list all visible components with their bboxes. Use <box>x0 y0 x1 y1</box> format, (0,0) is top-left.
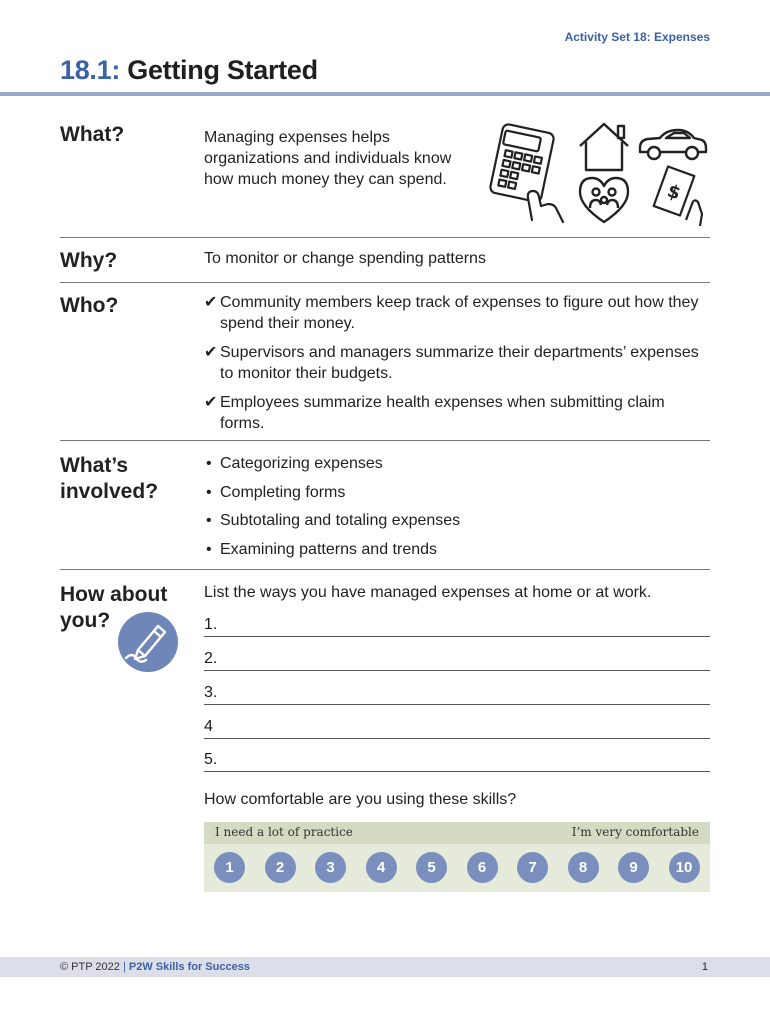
scale-option-10[interactable]: 10 <box>669 852 700 883</box>
involved-section <box>60 440 710 570</box>
involved-list <box>204 453 710 567</box>
receipt-dollar-icon <box>654 166 702 226</box>
scale-option-8[interactable]: 8 <box>568 852 599 883</box>
bullet-icon: • <box>206 455 212 472</box>
answer-line-2[interactable]: 2. <box>204 637 710 671</box>
scale-high-label: I’m very comfortable <box>571 825 699 839</box>
page-title-number: 18.1: <box>60 55 121 85</box>
answer-line-4[interactable]: 4 <box>204 705 710 739</box>
how-about-section <box>60 569 710 809</box>
list-item: • Examining patterns and trends <box>206 540 438 558</box>
why-section <box>60 237 710 283</box>
car-icon <box>640 130 706 159</box>
checkmark-icon: ✔ <box>204 294 218 311</box>
svg-text:$: $ <box>664 180 684 205</box>
scale-option-5[interactable]: 5 <box>416 852 447 883</box>
checkmark-icon: ✔ <box>204 394 218 411</box>
comfort-question: How comfortable are you using these skills? <box>204 791 517 808</box>
why-label: Why? <box>60 249 118 272</box>
scale-option-9[interactable]: 9 <box>618 852 649 883</box>
title-divider <box>0 92 770 96</box>
how-about-prompt: List the ways you have managed expenses at home or at work. <box>204 584 652 601</box>
involved-label: What’s involved? <box>60 454 159 503</box>
calculator-icon <box>489 123 563 222</box>
answer-line-5[interactable]: 5. <box>204 738 710 772</box>
scale-option-3[interactable]: 3 <box>315 852 346 883</box>
checkmark-icon: ✔ <box>204 344 218 361</box>
footer <box>0 957 770 977</box>
who-section <box>60 282 710 440</box>
list-item: ✔ Employees summarize health expenses when submitting claim forms. <box>204 394 665 432</box>
bullet-icon: • <box>206 540 212 558</box>
what-text: Managing expenses helps organizations and individuals know how much money they can spend. <box>204 129 452 188</box>
page-title <box>60 55 318 86</box>
why-text: To monitor or change spending patterns <box>204 250 486 267</box>
list-item: • Categorizing expenses <box>206 455 383 472</box>
who-label: Who? <box>60 294 119 317</box>
page-number: 1 <box>701 961 708 973</box>
how-about-label: How about you? <box>60 583 168 632</box>
expense-icons <box>488 120 710 230</box>
scale-option-2[interactable]: 2 <box>265 852 296 883</box>
activity-set-label: Activity Set 18: Expenses <box>564 30 710 44</box>
family-heart-icon <box>580 178 628 222</box>
list-item: ✔ Community members keep track of expenses to figure out how they spend their money. <box>204 294 699 332</box>
scale-low-label: I need a lot of practice <box>215 825 353 839</box>
scale-header <box>204 822 710 844</box>
page-title-text: Getting Started <box>127 55 318 85</box>
copyright: © PTP 2022 <box>60 961 120 973</box>
list-item: • Subtotaling and totaling expenses <box>206 512 461 529</box>
footer-credit <box>60 961 250 973</box>
comfort-scale <box>204 822 710 892</box>
list-item: ✔ Supervisors and managers summarize their departments’ expenses to monitor their budgets. <box>204 344 699 382</box>
brand-name: P2W Skills for Success <box>128 961 250 973</box>
answer-line-3[interactable]: 3. <box>204 671 710 705</box>
pencil-writing-icon <box>118 612 178 672</box>
scale-option-1[interactable]: 1 <box>214 852 245 883</box>
answer-line-1[interactable]: 1. <box>204 603 710 637</box>
bullet-icon: • <box>206 483 212 501</box>
scale-option-7[interactable]: 7 <box>517 852 548 883</box>
who-list <box>204 292 710 442</box>
scale-option-6[interactable]: 6 <box>467 852 498 883</box>
footer-separator: | <box>122 961 126 973</box>
house-icon <box>580 124 628 170</box>
bullet-icon: • <box>206 512 212 529</box>
list-item: • Completing forms <box>206 483 346 501</box>
scale-option-4[interactable]: 4 <box>366 852 397 883</box>
what-label: What? <box>60 123 125 146</box>
